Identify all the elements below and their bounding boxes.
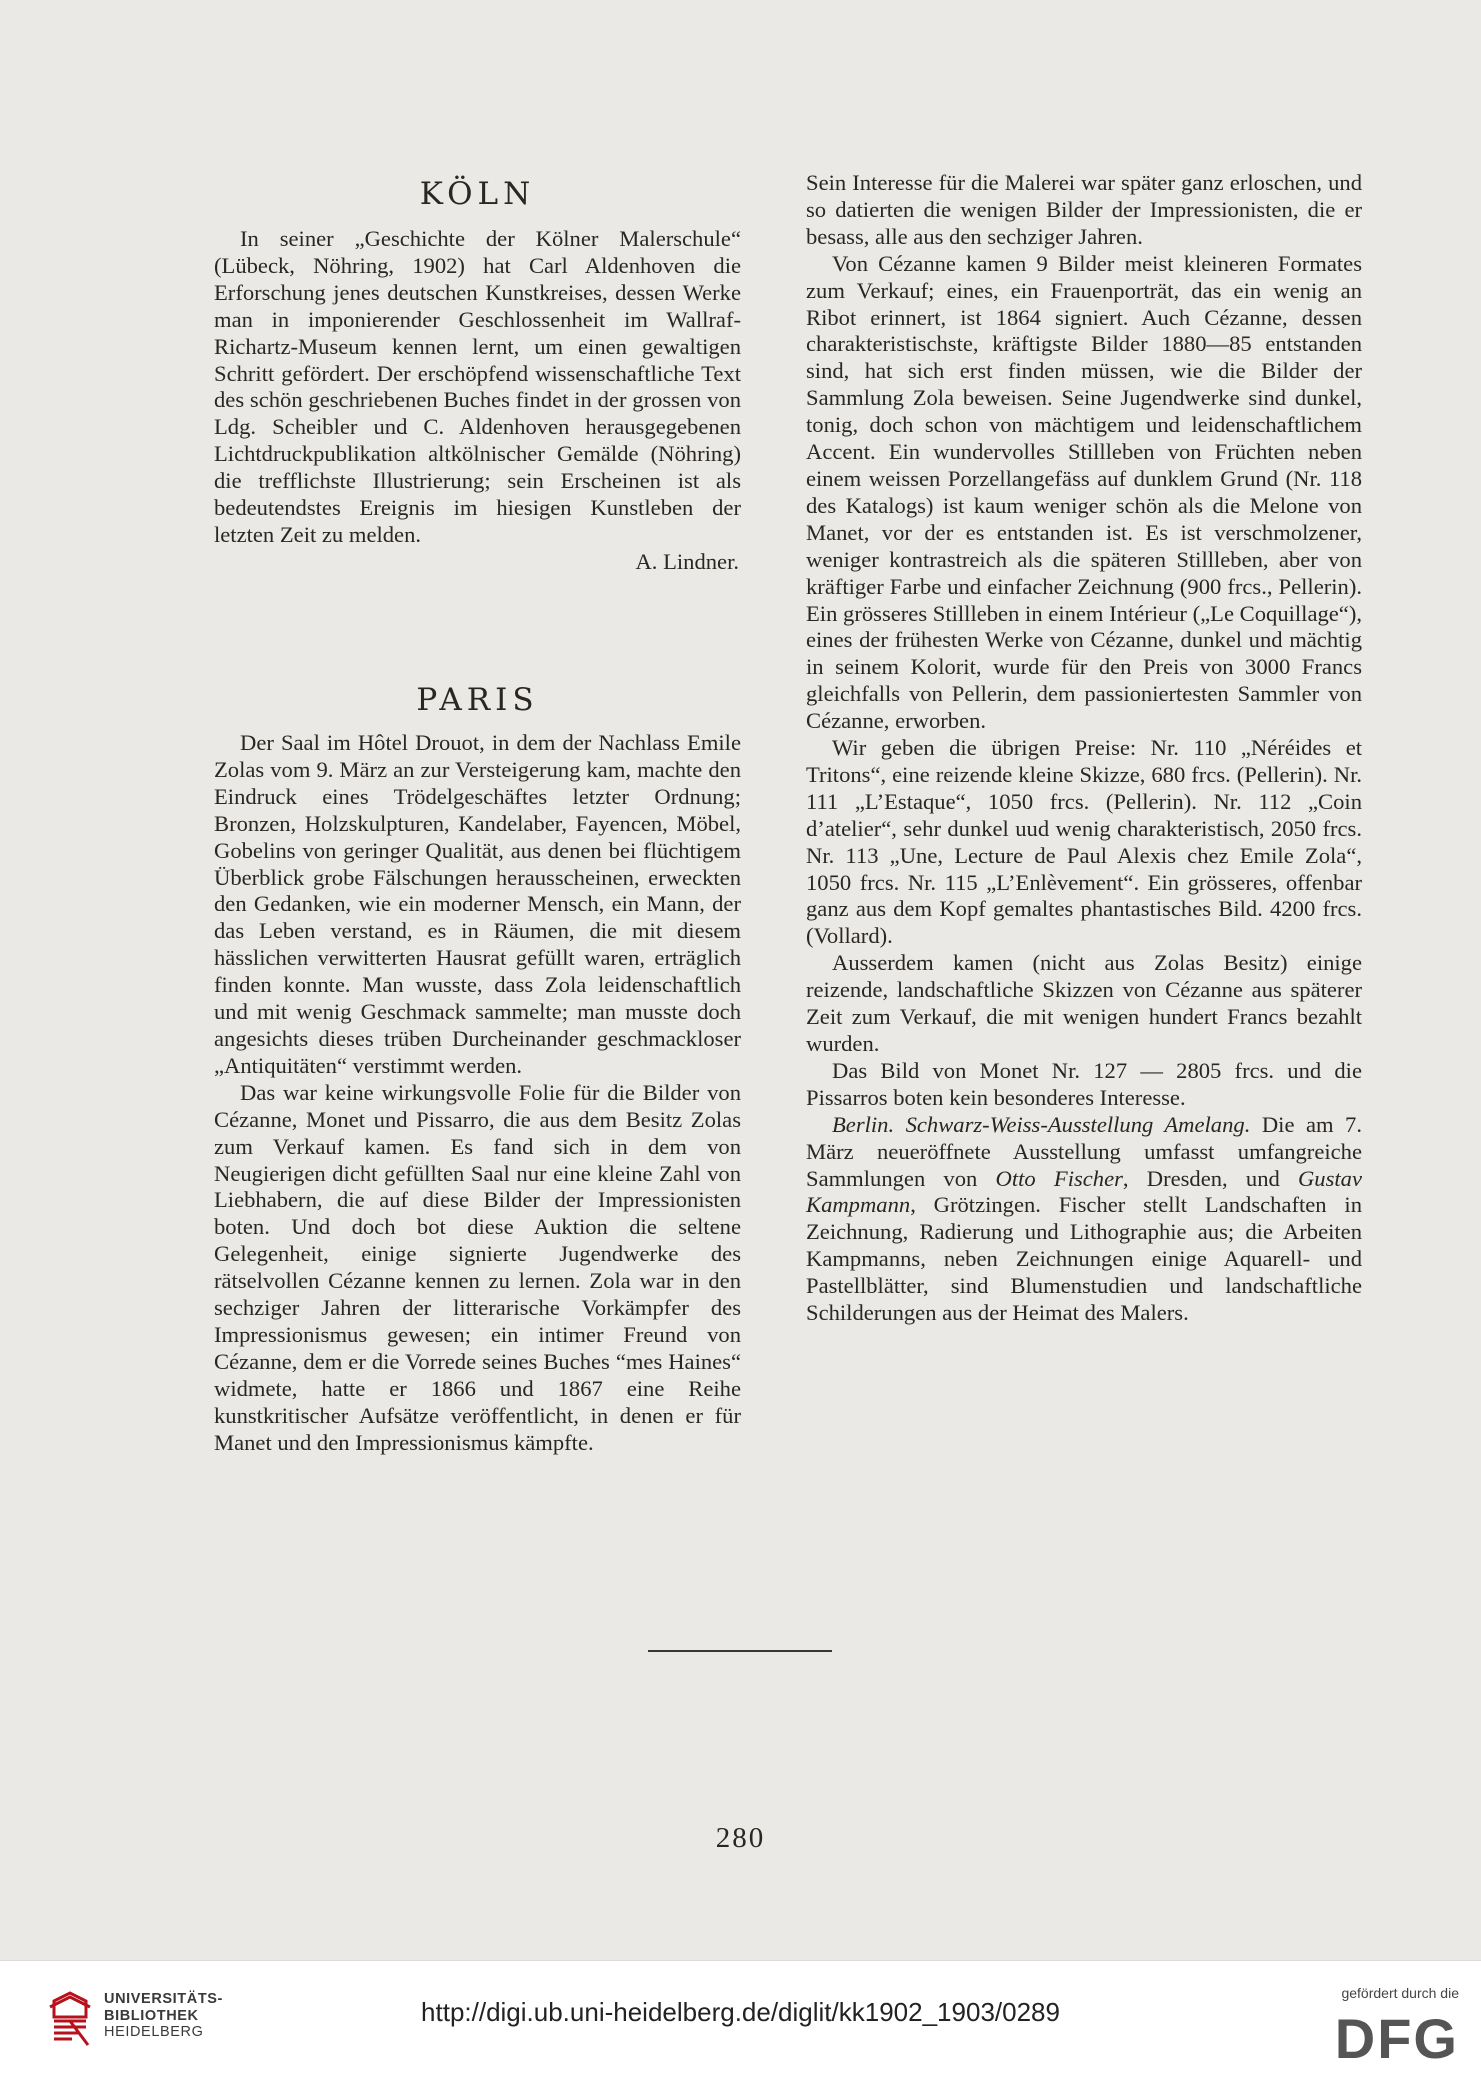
library-name-line-3: HEIDELBERG [104, 2024, 204, 2040]
heading-koeln: KÖLN [419, 176, 536, 212]
right-paragraph-4: Ausserdem kamen (nicht aus Zolas Besitz) einige reizende, landschaftliche Skizzen von Cézanne aus späterer Zeit zum Verkauf, die mit wenigen hundert Francs bezahlt wurden. [806, 950, 1362, 1056]
section-divider [648, 1650, 832, 1652]
berlin-text-3: , Grötzingen. Fischer stellt Landschaften in Zeichnung, Radierung und Lithographie aus; die Arbeiten Kampmanns, neben Zeichnungen einige Aquarell- und Pastellblätter, sind Blumenstudien und landschaftliche Schilderungen aus der Heimat des Malers. [806, 1192, 1362, 1326]
page-number: 280 [715, 1822, 766, 1854]
berlin-paragraph [806, 1112, 1362, 1327]
library-name-line-2: BIBLIOTHEK [104, 2007, 199, 2024]
author-signature: A. Lindner. [635, 548, 739, 574]
library-name-line-1: UNIVERSITÄTS- [104, 1991, 223, 2007]
berlin-text-2: , Dresden, und [1122, 1165, 1298, 1191]
right-paragraph-2: Von Cézanne kamen 9 Bilder meist kleineren Formates zum Verkauf; eines, ein Frauenporträt, das ein wenig an Ribot erinnert, ist 1864 signiert. Auch Cézanne, dessen charakteristischste, kräftigste Bilder 1880—85 entstanden sind, hat sich erst finden müssen, wie die Bilder der Sammlung Zola beweisen. Seine Jugendwerke sind dunkel, tonig, doch schon von mächtigem und leidenschaftlichem Accent. Ein wundervolles Stillleben von Früchten neben einem weissen Porzellangefäss auf dunklem Grund (Nr. 118 des Katalogs) ist kaum weniger schön als die Melone von Manet, vor der es entstanden ist. Es ist verschmolzener, weniger kontrastreich als die späteren Stillleben, aber von kräftiger Farbe und einfacher Zeichnung (900 frcs., Pellerin). Ein grösseres Stillleben in einem Intérieur („Le Coquillage“), eines der frühesten Werke von Cézanne, dunkel und mächtig in seinem Kolorit, wurde für den Preis von 3000 Francs gleichfalls von Pellerin, dem passioniertesten Sammler von Cézanne, erworben. [806, 250, 1362, 734]
heading-paris: PARIS [416, 682, 539, 718]
right-paragraph-5: Das Bild von Monet Nr. 127 — 2805 frcs. und die Pissarros boten kein besonderes Interesse. [806, 1057, 1362, 1110]
dfg-logo: DFG [1334, 2007, 1459, 2070]
permalink-url[interactable]: http://digi.ub.uni-heidelberg.de/diglit/kk1902_1903/0289 [421, 1997, 1060, 2027]
koeln-paragraph: In seiner „Geschichte der Kölner Malerschule“ (Lübeck, Nöhring, 1902) hat Carl Aldenhoven die Erforschung jenes deutschen Kunstkreises, dessen Werke man in imponierender Geschlossenheit im Wallraf-Richartz-Museum kennen lernt, um einen gewaltigen Schritt gefördert. Der erschöpfend wissenschaftliche Text des schön geschriebenen Buches findet in der grossen von Ldg. Scheibler und C. Aldenhoven herausgegebenen Lichtdruckpublikation altkölnischer Gemälde (Nöhring) die trefflichste Illustrierung; sein Erscheinen ist als bedeutendstes Ereignis im hiesigen Kunstleben der letzten Zeit zu melden. [214, 226, 741, 547]
paris-paragraph-1: Der Saal im Hôtel Drouot, in dem der Nachlass Emile Zolas vom 9. März an zur Versteigerung kam, machte den Eindruck eines Trödelgeschäftes letzter Ordnung; Bronzen, Holzskulpturen, Kandelaber, Fayencen, Möbel, Gobelins von geringer Qualität, aus denen bei flüchtigem Überblick grobe Fälschungen herausscheinen, erweckten den Gedanken, wie ein moderner Mensch, ein Mann, der das Leben verstand, es in Räumen, die mit diesem hässlichen verwitterten Hausrat gefüllt waren, erträglich finden konnte. Man wusste, dass Zola leidenschaftlich und mit wenig Geschmack sammelte; man musste doch angesichts dieses trüben Durcheinander geschmackloser „Antiquitäten“ verstimmt werden. [214, 730, 741, 1078]
paris-article [214, 730, 741, 1456]
right-paragraph-1: Sein Interesse für die Malerei war später ganz erloschen, und so datierten die wenigen Bilder der Impressionisten, die er besass, alle aus den sechziger Jahren. [806, 170, 1362, 249]
funding-text: gefördert durch die [1341, 1985, 1459, 2001]
artist-name-fischer: Otto Fischer [995, 1165, 1123, 1191]
koeln-article [214, 226, 741, 576]
footer-bar [0, 1960, 1481, 2084]
paris-paragraph-2: Das war keine wirkungsvolle Folie für die Bilder von Cézanne, Monet und Pissarro, die aus dem Besitz Zolas zum Verkauf kamen. Es fand sich in dem von Neugierigen dicht gefüllten Saal nur eine kleine Zahl von Liebhabern, die auf diese Bilder der Impressionisten boten. Und doch bot diese Auktion die seltene Gelegenheit, einige signierte Jugendwerke des rätselvollen Cézanne kennen zu lernen. Zola war in den sechziger Jahren der litterarische Vorkämpfer des Impressionismus gewesen; ein intimer Freund von Cézanne, dem er die Vorrede seines Buches “mes Haines“ widmete, hatte er 1866 und 1867 eine Reihe kunstkritischer Aufsätze veröffentlicht, in denen er für Manet und den Impressionismus kämpfte. [214, 1079, 741, 1455]
artist-name-kampmann: Gustav Kampmann [806, 1165, 1362, 1218]
berlin-text-1: Die am 7. März neueröffnete Ausstellung umfasst umfangreiche Sammlungen von [806, 1111, 1362, 1191]
berlin-lead: Berlin. Schwarz-Weiss-Ausstellung Amelang. [832, 1111, 1251, 1137]
right-paragraph-3: Wir geben die übrigen Preise: Nr. 110 „Néréides et Tritons“, eine reizende kleine Skizze, 680 frcs. (Pellerin). Nr. 111 „L’Estaque“, 1050 frcs. (Pellerin). Nr. 112 „Coin d’atelier“, sehr dunkel uud wenig charakteristisch, 2050 frcs. Nr. 113 „Une, Lecture de Paul Alexis chez Emile Zola“, 1050 frcs. Nr. 115 „L’Enlèvement“. Ein grösseres, offenbar ganz aus dem Kopf gemaltes phantastisches Bild. 4200 frcs. (Vollard). [806, 735, 1362, 949]
right-column [806, 170, 1362, 1327]
